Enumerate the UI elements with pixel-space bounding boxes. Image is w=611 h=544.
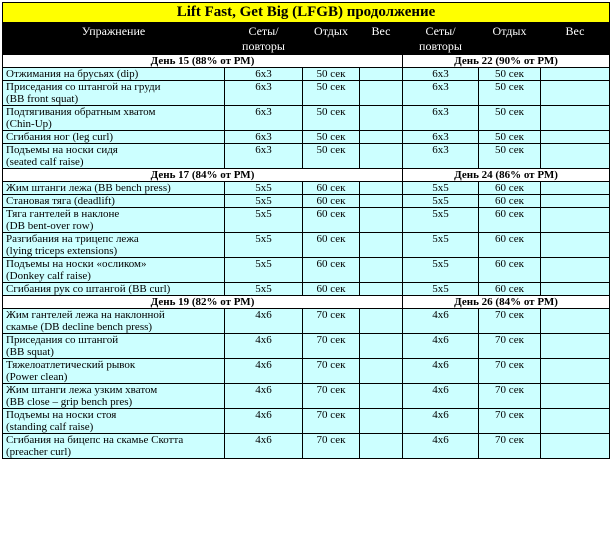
rest-time: 50 сек [303,106,360,131]
header-sets-line2: повторы [242,39,285,53]
day-right-label: День 22 (90% от РМ) [403,55,610,68]
exercise-name [3,208,225,233]
exercise-row [3,106,610,131]
sets-reps: 5х5 [225,182,303,195]
header-sets [225,23,303,55]
weight-cell[interactable] [360,233,403,258]
rest-time: 60 сек [303,283,360,296]
exercise-row [3,359,610,384]
weight-cell[interactable] [360,182,403,195]
sets-reps-2: 6х3 [403,131,479,144]
sets-reps: 5х5 [225,208,303,233]
weight-cell-2[interactable] [541,182,610,195]
exercise-name-line1: Тяжелоатлетический рывок [6,359,136,371]
weight-cell-2[interactable] [541,68,610,81]
rest-time-2: 60 сек [479,195,541,208]
weight-cell[interactable] [360,309,403,334]
sets-reps-2: 4х6 [403,334,479,359]
exercise-row [3,334,610,359]
exercise-name-line1: Становая тяга (deadlift) [6,195,115,207]
exercise-name-line2: (preacher curl) [6,446,72,458]
rest-time: 60 сек [303,233,360,258]
exercise-name-line1: Тяга гантелей в наклоне [6,208,120,220]
exercise-name [3,81,225,106]
exercise-name-line2: (BB close – grip bench pres) [6,396,133,408]
day-header-row [3,55,610,68]
header-rest-2: Отдых [479,23,541,55]
weight-cell[interactable] [360,68,403,81]
weight-cell[interactable] [360,144,403,169]
exercise-row [3,182,610,195]
sets-reps: 5х5 [225,195,303,208]
day-left-label: День 17 (84% от РМ) [3,169,403,182]
exercise-name [3,283,225,296]
sets-reps-2: 4х6 [403,409,479,434]
exercise-row [3,258,610,283]
sets-reps: 6х3 [225,131,303,144]
sets-reps: 4х6 [225,359,303,384]
sets-reps: 4х6 [225,434,303,459]
weight-cell[interactable] [360,409,403,434]
exercise-name [3,182,225,195]
sets-reps-2: 5х5 [403,195,479,208]
rest-time-2: 60 сек [479,208,541,233]
sets-reps-2: 4х6 [403,309,479,334]
header-weight: Вес [360,23,403,55]
exercise-name-line1: Сгибания на бицепс на скамье Скотта [6,434,184,446]
exercise-name-line2: (lying triceps extensions) [6,245,118,257]
sets-reps-2: 5х5 [403,283,479,296]
exercise-name-line2: (standing calf raise) [6,421,94,433]
weight-cell-2[interactable] [541,334,610,359]
rest-time: 70 сек [303,334,360,359]
exercise-row [3,409,610,434]
weight-cell[interactable] [360,106,403,131]
exercise-name-line1: Подъемы на носки сидя [6,144,118,156]
exercise-name-line1: Отжимания на брусьях (dip) [6,68,139,80]
title-row [3,3,610,23]
exercise-row [3,309,610,334]
exercise-name-line2: (DB bent-over row) [6,220,94,232]
exercise-name [3,384,225,409]
sets-reps: 4х6 [225,334,303,359]
header-sets-2 [403,23,479,55]
exercise-row [3,434,610,459]
exercise-name-line2: (BB squat) [6,346,54,358]
exercise-name-line2: (Power clean) [6,371,68,383]
rest-time: 60 сек [303,195,360,208]
header-weight-2: Вес [541,23,610,55]
weight-cell-2[interactable] [541,131,610,144]
rest-time: 70 сек [303,434,360,459]
exercise-row [3,81,610,106]
header-exercise: Упражнение [3,23,225,55]
rest-time-2: 60 сек [479,258,541,283]
sets-reps-2: 4х6 [403,384,479,409]
exercise-name [3,334,225,359]
weight-cell-2[interactable] [541,434,610,459]
exercise-name-line1: Жим штанги лежа (BB bench press) [6,182,171,194]
sets-reps: 6х3 [225,81,303,106]
workout-table [2,2,610,459]
rest-time-2: 70 сек [479,409,541,434]
rest-time-2: 50 сек [479,106,541,131]
rest-time-2: 50 сек [479,81,541,106]
exercise-name-line1: Подтягивания обратным хватом [6,106,156,118]
weight-cell[interactable] [360,359,403,384]
sets-reps-2: 5х5 [403,258,479,283]
exercise-name-line1: Жим штанги лежа узким хватом [6,384,158,396]
exercise-name-line2: (BB front squat) [6,93,79,105]
sets-reps: 4х6 [225,409,303,434]
sets-reps: 5х5 [225,283,303,296]
weight-cell-2[interactable] [541,195,610,208]
day-header-row [3,296,610,309]
weight-cell[interactable] [360,131,403,144]
weight-cell-2[interactable] [541,359,610,384]
exercise-row [3,144,610,169]
sets-reps: 5х5 [225,258,303,283]
weight-cell-2[interactable] [541,233,610,258]
exercise-name-line1: Жим гантелей лежа на наклонной [6,309,165,321]
exercise-name [3,359,225,384]
header-sets-line1: Сеты/ [248,24,279,38]
rest-time: 60 сек [303,208,360,233]
sets-reps-2: 5х5 [403,208,479,233]
rest-time-2: 70 сек [479,434,541,459]
exercise-row [3,208,610,233]
weight-cell-2[interactable] [541,208,610,233]
sets-reps: 5х5 [225,233,303,258]
sets-reps-2: 4х6 [403,359,479,384]
sets-reps-2: 6х3 [403,81,479,106]
weight-cell[interactable] [360,195,403,208]
rest-time: 50 сек [303,144,360,169]
exercise-row [3,195,610,208]
header-sets-2-line1: Сеты/ [425,24,456,38]
exercise-row [3,283,610,296]
sets-reps: 6х3 [225,144,303,169]
exercise-row [3,233,610,258]
exercise-name-line2: (Donkey calf raise) [6,270,91,282]
exercise-row [3,384,610,409]
table-title: Lift Fast, Get Big (LFGB) продолжение [3,3,610,23]
exercise-name-line1: Разгибания на трицепс лежа [6,233,139,245]
sets-reps-2: 6х3 [403,144,479,169]
rest-time-2: 50 сек [479,144,541,169]
weight-cell[interactable] [360,208,403,233]
sets-reps-2: 6х3 [403,106,479,131]
rest-time: 70 сек [303,359,360,384]
weight-cell[interactable] [360,384,403,409]
exercise-name [3,106,225,131]
exercise-name-line1: Сгибания ног (leg curl) [6,131,114,143]
weight-cell-2[interactable] [541,144,610,169]
rest-time-2: 60 сек [479,182,541,195]
day-header-row [3,169,610,182]
weight-cell-2[interactable] [541,106,610,131]
sets-reps: 6х3 [225,68,303,81]
rest-time-2: 70 сек [479,384,541,409]
exercise-name [3,258,225,283]
day-right-label: День 24 (86% от РМ) [403,169,610,182]
rest-time-2: 70 сек [479,334,541,359]
exercise-name-line2: (Chin-Up) [6,118,52,130]
header-row [3,23,610,55]
rest-time: 60 сек [303,258,360,283]
weight-cell[interactable] [360,258,403,283]
rest-time: 50 сек [303,68,360,81]
rest-time: 70 сек [303,384,360,409]
rest-time: 60 сек [303,182,360,195]
day-left-label: День 19 (82% от РМ) [3,296,403,309]
exercise-name [3,409,225,434]
rest-time-2: 60 сек [479,283,541,296]
weight-cell-2[interactable] [541,409,610,434]
exercise-name-line2: (seated calf raise) [6,156,84,168]
sets-reps: 4х6 [225,384,303,409]
exercise-name-line1: Подъемы на носки стоя [6,409,117,421]
rest-time-2: 50 сек [479,131,541,144]
rest-time: 50 сек [303,81,360,106]
weight-cell-2[interactable] [541,283,610,296]
weight-cell-2[interactable] [541,384,610,409]
exercise-name-line1: Приседания со штангой на груди [6,81,161,93]
workout-table-container [2,2,609,459]
weight-cell[interactable] [360,283,403,296]
exercise-name [3,195,225,208]
rest-time-2: 60 сек [479,233,541,258]
weight-cell-2[interactable] [541,81,610,106]
sets-reps: 6х3 [225,106,303,131]
exercise-row [3,68,610,81]
exercise-name [3,68,225,81]
exercise-name-line1: Сгибания рук со штангой (BB curl) [6,283,171,295]
weight-cell[interactable] [360,434,403,459]
weight-cell[interactable] [360,334,403,359]
rest-time-2: 70 сек [479,359,541,384]
day-right-label: День 26 (84% от РМ) [403,296,610,309]
header-sets-2-line2: повторы [419,39,462,53]
rest-time-2: 50 сек [479,68,541,81]
exercise-name [3,144,225,169]
rest-time: 50 сек [303,131,360,144]
rest-time: 70 сек [303,409,360,434]
header-rest: Отдых [303,23,360,55]
rest-time: 70 сек [303,309,360,334]
sets-reps-2: 4х6 [403,434,479,459]
exercise-name [3,233,225,258]
exercise-name [3,131,225,144]
day-left-label: День 15 (88% от РМ) [3,55,403,68]
exercise-name-line1: Подъемы на носки «осликом» [6,258,147,270]
weight-cell-2[interactable] [541,309,610,334]
rest-time-2: 70 сек [479,309,541,334]
sets-reps-2: 5х5 [403,233,479,258]
exercise-name [3,309,225,334]
exercise-row [3,131,610,144]
exercise-name-line1: Приседания со штангой [6,334,119,346]
exercise-name [3,434,225,459]
sets-reps: 4х6 [225,309,303,334]
sets-reps-2: 6х3 [403,68,479,81]
sets-reps-2: 5х5 [403,182,479,195]
weight-cell[interactable] [360,81,403,106]
weight-cell-2[interactable] [541,258,610,283]
exercise-name-line2: скамье (DB decline bench press) [6,321,153,333]
